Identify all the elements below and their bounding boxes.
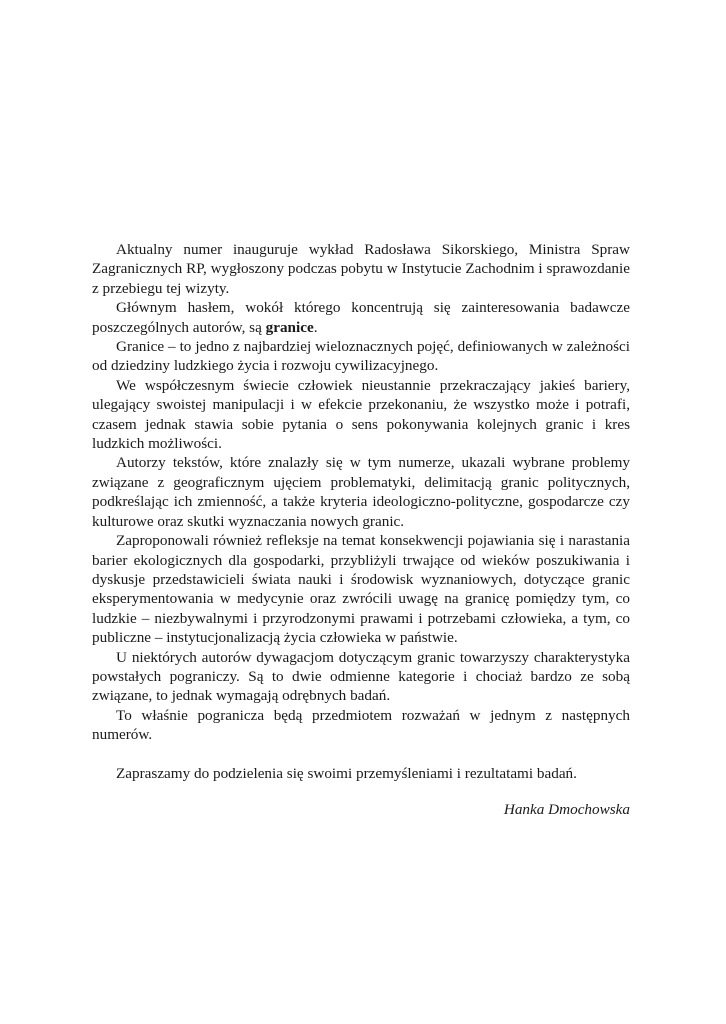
paragraph-4: We współczesnym świecie człowiek nieustannie przekraczający jakieś bariery, ulegający swoistej manipulacji i w efekcie przekonaniu, że wszystko może i potrafi, czasem jednak stawia sobie pytania o sens pokonywania kolejnych granic i kres ludzkich możliwości. (92, 376, 630, 453)
paragraph-2-end: . (313, 318, 318, 336)
keyword-granice: granice (265, 318, 314, 336)
paragraph-3: Granice – to jedno z najbardziej wieloznacznych pojęć, definiowanych w zależności od dziedziny ludzkiego życia i rozwoju cywilizacyjnego. (92, 338, 630, 375)
paragraph-7: U niektórych autorów dywagacjom dotyczącym granic towarzyszy charakterystyka powstałych pograniczy. Są to dwie odmienne kategorie i chociaż bardzo ze sobą związane, to jednak wymagają odrębnych badań. (92, 648, 630, 705)
paragraph-1: Aktualny numer inauguruje wykład Radosława Sikorskiego, Ministra Spraw Zagranicznych RP, wygłoszony podczas pobytu w Instytucie Zachodnim i sprawozdanie z przebiegu tej wizyty. (92, 241, 630, 297)
paragraph-2 (92, 298, 630, 337)
paragraph-8: To właśnie pogranicza będą przedmiotem rozważań w jednym z następnych numerów. (92, 706, 630, 744)
paragraph-6: Zaproponowali również refleksje na temat konsekwencji pojawiania się i narastania barier ekologicznych dla gospodarki, przybliżyli trwające od wieków poszukiwania i dyskusje przedstawicieli świata nauki i środowisk wyznaniowych, dotyczące granic eksperymentowania w medycynie oraz zwrócili uwagę na granicę pomiędzy tym, co ludzkie – niezbywalnymi i przyrodzonymi prawami i potrzebami człowieka, a tym, co publiczne – instytucjonalizacją życia człowieka w państwie. (92, 532, 630, 647)
paragraph-5: Autorzy tekstów, które znalazły się w tym numerze, ukazali wybrane problemy związane z geograficznym ujęciem problematyki, delimitacją granic politycznych, podkreślając ich zmienność, a także kryteria ideologiczno-polityczne, gospodarcze czy kulturowe oraz skutki wyznaczania nowych granic. (92, 454, 630, 530)
editorial-text (92, 240, 630, 819)
author-signature: Hanka Dmochowska (503, 800, 630, 818)
closing-invitation: Zapraszamy do podzielenia się swoimi przemyśleniami i rezultatami badań. (116, 764, 577, 782)
paragraph-2-text: Głównym hasłem, wokół którego koncentrują się zainteresowania badawcze poszczególnych autorów, są (92, 299, 630, 336)
